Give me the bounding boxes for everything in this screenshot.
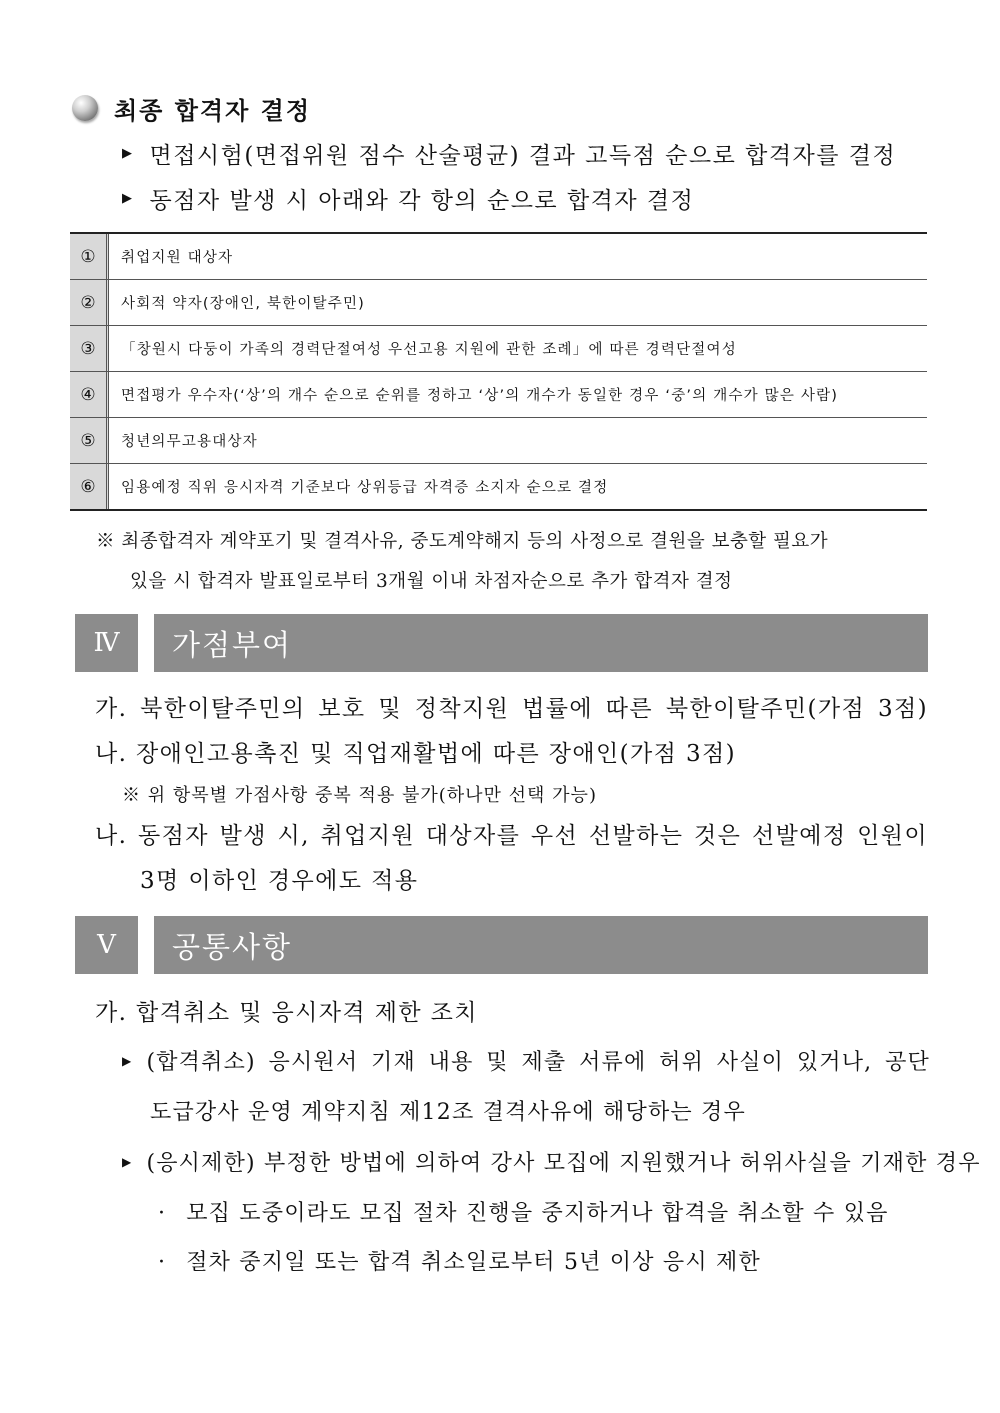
row-number: ⑥ bbox=[70, 464, 109, 509]
additional-pass-note bbox=[96, 522, 926, 602]
bonus-duplicate-note: ※ 위 항목별 가점사항 중복 적용 불가(하나만 선택 가능) bbox=[122, 785, 597, 806]
restrict-bullet bbox=[122, 1146, 981, 1177]
final-decision-title: 최종 합격자 결정 bbox=[114, 95, 311, 125]
middle-dot-icon: · bbox=[158, 1250, 167, 1275]
table-row bbox=[70, 372, 927, 418]
cancel-bullet bbox=[122, 1045, 930, 1076]
table-row bbox=[70, 234, 927, 280]
section-4-title: 가점부여 bbox=[154, 614, 928, 672]
bonus-item-ga: 가. 북한이탈주민의 보호 및 정착지원 법률에 따른 북한이탈주민(가점 3점) bbox=[95, 696, 928, 722]
row-text: 취업지원 대상자 bbox=[121, 250, 234, 266]
common-item-ga: 가. 합격취소 및 응시자격 제한 조치 bbox=[95, 1000, 478, 1026]
bullet-item bbox=[122, 182, 694, 215]
triangle-right-icon: ▶ bbox=[122, 146, 134, 161]
triangle-right-icon: ▶ bbox=[122, 1053, 133, 1068]
table-row bbox=[70, 418, 927, 464]
table-row bbox=[70, 464, 927, 509]
sphere-bullet-icon bbox=[72, 95, 98, 121]
bullet-text: 면접시험(면접위원 점수 산술평균) 결과 고득점 순으로 합격자를 결정 bbox=[149, 143, 897, 169]
note-line-2: 있을 시 합격자 발표일로부터 3개월 이내 차점자순으로 추가 합격자 결정 bbox=[130, 571, 733, 592]
row-number: ③ bbox=[70, 326, 109, 371]
row-text: 「창원시 다둥이 가족의 경력단절여성 우선고용 지원에 관한 조례」에 따른 경력단절여성 bbox=[121, 342, 737, 358]
bullet-text: 동점자 발생 시 아래와 각 항의 순으로 합격자 결정 bbox=[149, 188, 695, 214]
note-line-1: ※ 최종합격자 계약포기 및 결격사유, 중도계약해지 등의 사정으로 결원을 보충할 필요가 bbox=[96, 531, 829, 552]
bonus-item-na2-line1: 나. 동점자 발생 시, 취업지원 대상자를 우선 선발하는 것은 선발예정 인원이 bbox=[95, 823, 928, 849]
restrict-bullet-text: (응시제한) 부정한 방법에 의하여 강사 모집에 지원했거나 허위사실을 기재한 경우 bbox=[146, 1151, 981, 1176]
triangle-right-icon: ▶ bbox=[122, 1154, 133, 1169]
table-row bbox=[70, 326, 927, 372]
bonus-item-na2-line2: 3명 이하인 경우에도 적용 bbox=[140, 868, 419, 894]
triangle-right-icon: ▶ bbox=[122, 191, 134, 206]
section-5-number: Ⅴ bbox=[75, 916, 138, 974]
row-number: ⑤ bbox=[70, 418, 109, 463]
section-4-number: Ⅳ bbox=[75, 614, 138, 672]
row-text: 사회적 약자(장애인, 북한이탈주민) bbox=[121, 296, 366, 312]
row-text: 청년의무고용대상자 bbox=[121, 434, 258, 450]
dot-item bbox=[158, 1245, 761, 1276]
row-number: ④ bbox=[70, 372, 109, 417]
row-text: 임용예정 직위 응시자격 기준보다 상위등급 자격증 소지자 순으로 결정 bbox=[121, 480, 609, 496]
table-row bbox=[70, 280, 927, 326]
row-number: ① bbox=[70, 234, 109, 279]
middle-dot-icon: · bbox=[158, 1201, 167, 1226]
final-decision-heading bbox=[72, 88, 311, 128]
dot-item-text: 모집 도중이라도 모집 절차 진행을 중지하거나 합격을 취소할 수 있음 bbox=[186, 1201, 889, 1226]
dot-item-text: 절차 중지일 또는 합격 취소일로부터 5년 이상 응시 제한 bbox=[186, 1250, 761, 1275]
cancel-bullet-line1: (합격취소) 응시원서 기재 내용 및 제출 서류에 허위 사실이 있거나, 공단 bbox=[146, 1050, 930, 1075]
row-number: ② bbox=[70, 280, 109, 325]
bullet-item bbox=[122, 137, 896, 170]
dot-item bbox=[158, 1196, 889, 1227]
row-text: 면접평가 우수자(‘상’의 개수 순으로 순위를 정하고 ‘상’의 개수가 동일한 경우 ‘중’의 개수가 많은 사람) bbox=[121, 388, 839, 404]
bonus-item-na: 나. 장애인고용촉진 및 직업재활법에 따른 장애인(가점 3점) bbox=[95, 741, 736, 767]
section-5-title: 공통사항 bbox=[154, 916, 928, 974]
tiebreak-table bbox=[70, 232, 927, 511]
cancel-bullet-line2: 도급강사 운영 계약지침 제12조 결격사유에 해당하는 경우 bbox=[150, 1100, 746, 1125]
